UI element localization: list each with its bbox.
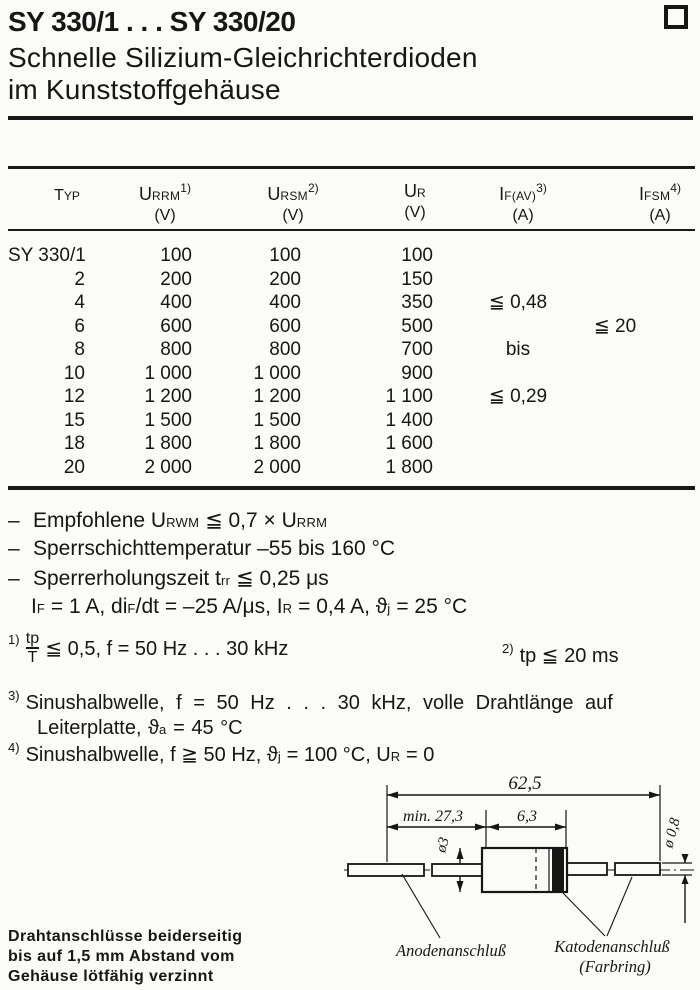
table-cell: 1 500 [144,409,192,431]
subtitle-line1: Schnelle Silizium-Gleichrichterdioden [8,42,478,73]
column-header-urrm [139,181,191,225]
footnote-text: ≦ 0,5, f = 50 Hz . . . 30 kHz [45,637,289,660]
table-cell: 2 000 [253,456,301,478]
note-subscript: rr [220,573,231,588]
dimension-lead-length: min. 27,3 [403,808,463,825]
table-cell [481,456,555,480]
ifsm-subscript: FSM [644,189,671,203]
note-reverse-recovery [8,566,329,591]
fraction-tp-T [26,630,40,666]
urrm-footnote-ref: 1) [180,181,191,195]
dimension-body-diameter: ø3 [433,835,453,855]
cathode-lead-inner [567,863,607,875]
note-dash: – [8,567,20,590]
column-header-ur [404,181,426,222]
table-cell: 6 [74,315,85,337]
table-cell [481,244,555,268]
fraction-numerator: tp [25,630,40,647]
footnote-marker: 1) [8,632,20,647]
subtitle-rule [8,116,693,120]
note-subscript: F [36,601,46,616]
note-dash: – [8,537,20,560]
table-cell: 400 [269,292,301,313]
table-cell: 1 100 [385,386,433,407]
corner-square-icon [664,5,688,29]
table-cell: 15 [63,409,85,431]
table-cell: 150 [401,268,433,290]
urrm-unit: (V) [154,207,176,224]
footnote-text: = 0 [400,744,435,766]
note-dash: – [8,509,20,532]
footnote-subscript: j [277,749,282,764]
ur-symbol: U [404,181,418,201]
table-rule-top [8,166,695,169]
table-cell: 1 200 [253,386,301,407]
ursm-subscript: RSM [280,189,308,203]
table-cell: 2 000 [144,456,192,478]
table-cell: ≦ 20 [593,315,637,337]
column-header-ifsm [639,181,681,225]
note-subscript: F [127,601,136,616]
cathode-label: Katodenanschluß [554,937,670,956]
column-header-ifav [499,181,547,225]
table-cell [583,268,647,292]
note-text: ≦ 0,25 μs [230,567,329,590]
typ-smallcaps: YP [63,189,80,203]
footnote-line [8,683,613,716]
table-column-urrm [102,244,192,479]
ifav-unit: (A) [512,207,534,224]
urrm-symbol: U [139,184,153,204]
page-title: SY 330/1 . . . SY 330/20 [8,6,296,37]
table-rule-header [8,229,695,231]
table-cell: 10 [63,362,85,384]
note-text: /dt = –25 A/μs, I [135,595,283,618]
note-text: = 25 °C [390,595,468,618]
table-cell: 400 [160,292,192,313]
table-column-ur [343,244,433,479]
note-subscript: RWM [166,515,200,530]
ursm-symbol: U [267,184,281,204]
note-subscript: R [282,601,293,616]
note-text: ≦ 0,7 × U [199,509,297,532]
table-rule-bottom [8,486,695,490]
footnote-subscript: a [159,722,167,737]
table-cell: 1 500 [253,409,301,431]
note-text: = 1 A, di [45,595,128,618]
table-cell: 8 [74,339,85,360]
dimension-body-length: 6,3 [517,808,537,825]
table-cell: SY 330/1 [8,245,86,266]
table-cell: 200 [269,268,301,290]
anode-lead-inner [432,864,483,876]
fraction-denominator: T [27,649,38,666]
table-cell: 2 [74,268,85,290]
note-text: Sperrschichttemperatur –55 bis 160 °C [33,537,396,560]
cathode-ring-label: (Farbring) [579,957,651,976]
table-cell [481,268,555,292]
table-cell: 1 800 [144,433,192,454]
table-cell [583,409,647,433]
ifav-symbol: I [499,184,505,204]
table-cell: 100 [401,245,433,266]
ifsm-unit: (A) [649,207,671,224]
note-text: = 0,4 A, ϑ [292,595,388,618]
table-column-typ [8,244,85,479]
table-cell [583,338,647,362]
table-cell [481,432,555,456]
ifsm-footnote-ref: 4) [670,181,681,195]
footnote-marker: 2) [502,641,514,656]
table-cell: 12 [63,386,85,407]
table-column-ifsm [583,244,647,479]
footer-line3: Gehäuse lötfähig verzinnt [8,968,214,985]
note-text: Empfohlene U [33,509,167,532]
table-cell: bis [505,339,531,360]
table-cell: 900 [401,362,433,384]
note-text: I [31,595,37,618]
note-junction-temperature [8,537,395,561]
column-header-typ [54,187,80,205]
footnote-marker: 4) [8,740,20,755]
table-cell: 4 [74,292,85,313]
table-cell: 600 [269,315,301,337]
note-subscript: RRM [296,515,328,530]
note-subscript: j [387,601,391,616]
footnote-text: Leiterplatte, ϑ [37,717,160,739]
table-cell: 1 400 [385,409,433,431]
table-cell: 1 000 [144,362,192,384]
ursm-footnote-ref: 2) [307,181,319,195]
footnote-2 [502,641,619,668]
footer-line1: Drahtanschlüsse beiderseitig [8,928,243,945]
table-cell: 1 000 [253,362,301,384]
anode-lead [348,864,424,876]
table-cell: 350 [401,292,433,313]
urrm-subscript: RRM [152,189,181,203]
table-cell: 600 [160,315,192,337]
table-cell: 500 [401,315,433,337]
table-cell: 100 [269,245,301,266]
footnote-text: Sinushalbwelle, f ≧ 50 Hz, ϑ [25,744,278,766]
column-header-ursm [267,181,318,225]
dimension-total-length: 62,5 [508,773,542,794]
footnote-4 [8,740,434,767]
table-cell: 800 [160,339,192,360]
table-cell [583,362,647,386]
ifsm-symbol: I [639,184,645,204]
table-cell: 100 [160,245,192,266]
footnote-1 [8,630,288,666]
ur-subscript: R [417,186,426,200]
cathode-lead [615,863,660,875]
note-recommended-urwm [8,508,327,533]
table-cell: 1 800 [385,456,433,478]
table-cell [583,456,647,480]
table-cell [583,432,647,456]
page-subtitle [8,42,478,106]
table-cell: 800 [269,339,301,360]
footnote-marker: 3) [8,688,20,703]
table-cell [583,385,647,409]
table-cell [583,291,647,315]
footer-line2: bis auf 1,5 mm Abstand vom [8,948,235,965]
dimension-wire-diameter: ø 0,8 [660,816,684,850]
typ-cap: T [54,187,64,204]
subtitle-line2: im Kunststoffgehäuse [8,74,281,105]
table-cell [481,362,555,386]
footnote-text: Sinushalbwelle, f = 50 Hz . . . 30 kHz, volle Drahtlänge auf [25,692,613,714]
footnote-3 [8,683,613,742]
table-cell: 1 800 [253,433,301,454]
ifav-subscript: F(AV) [504,189,537,203]
footnote-line [37,716,613,742]
ifav-footnote-ref: 3) [536,181,547,195]
table-column-ursm [211,244,301,479]
table-cell: 1 600 [385,433,433,454]
note-text: Sperrerholungszeit t [33,567,221,590]
footnote-text: tp ≦ 20 ms [519,645,619,667]
table-cell: ≦ 0,29 [488,386,548,407]
footnote-subscript: R [390,749,401,764]
table-cell [583,244,647,268]
footnote-text: = 100 °C, U [281,744,391,766]
table-cell: 700 [401,339,433,360]
table-cell [481,315,555,339]
package-drawing [330,770,700,990]
table-column-ifav [481,244,555,479]
table-cell: 20 [63,456,85,478]
table-cell: 18 [63,433,85,454]
cathode-band [552,849,564,891]
footnote-text: = 45 °C [166,717,243,739]
table-cell: 200 [160,268,192,290]
note-test-conditions [31,595,467,619]
table-cell: 1 200 [144,386,192,407]
ursm-unit: (V) [282,207,304,224]
table-cell [481,409,555,433]
anode-label: Anodenanschluß [396,941,506,960]
solderability-note [8,927,242,987]
table-cell: ≦ 0,48 [488,292,548,313]
ur-unit: (V) [404,204,426,221]
